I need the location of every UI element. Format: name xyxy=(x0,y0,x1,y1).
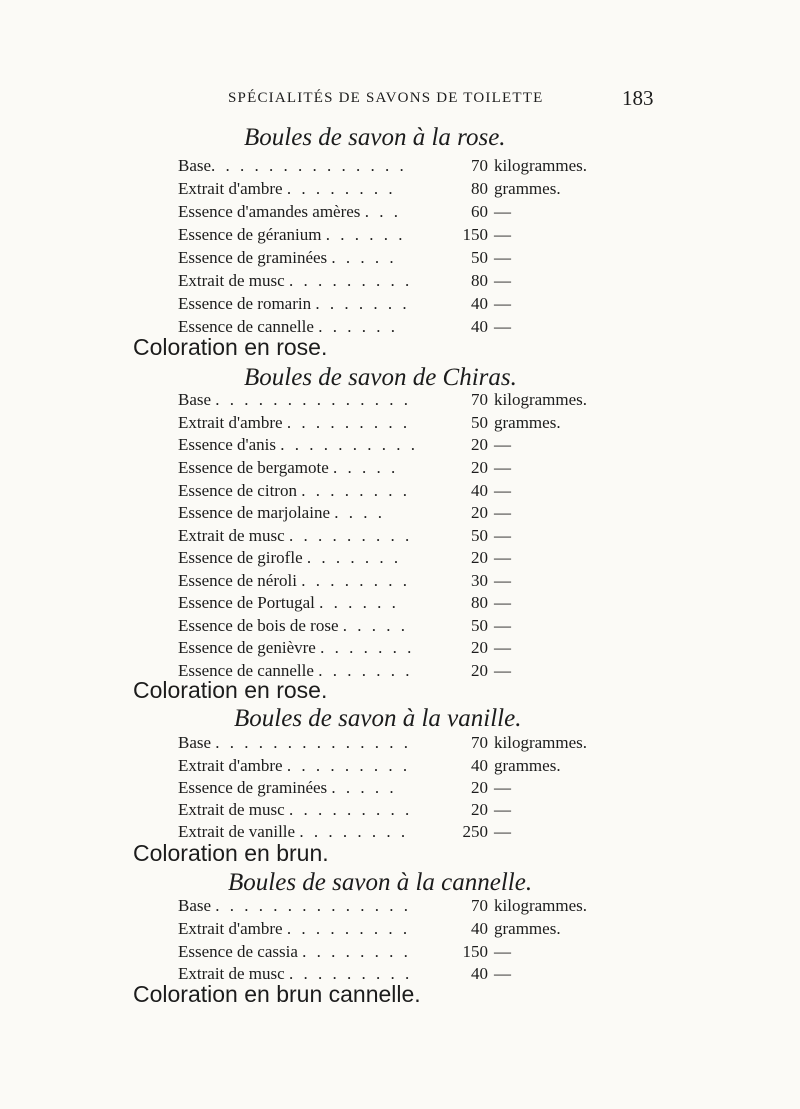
recipe-row: Essence de graminées . . . . . 20 — xyxy=(178,778,511,797)
recipe-row: Essence de graminées . . . . . 50 — xyxy=(178,248,511,267)
recipe-row: Base . . . . . . . . . . . . . . 70 kilogrammes. xyxy=(178,896,588,915)
recipe-row: Essence de citron . . . . . . . . 40 — xyxy=(178,481,511,500)
recipe-row: Essence de néroli . . . . . . . . 30 — xyxy=(178,571,511,590)
recipe-row: Essence de cannelle . . . . . . . 20 — xyxy=(178,661,511,680)
section-title-chiras: Boules de savon de Chiras. xyxy=(244,364,517,391)
recipe-row: Base . . . . . . . . . . . . . . 70 kilogrammes. xyxy=(178,733,588,752)
recipe-row: Base . . . . . . . . . . . . . . 70 kilogrammes. xyxy=(178,390,588,409)
coloration-note: Coloration en rose. xyxy=(133,334,328,360)
coloration-note: Coloration en rose. xyxy=(133,677,328,703)
page-number: 183 xyxy=(622,86,654,110)
section-title-vanille: Boules de savon à la vanille. xyxy=(234,705,522,732)
section-title-cannelle: Boules de savon à la cannelle. xyxy=(228,869,533,896)
recipe-row: Extrait de musc . . . . . . . . . 50 — xyxy=(178,526,511,545)
recipe-row: Essence de romarin . . . . . . . 40 — xyxy=(178,294,511,313)
recipe-row: Essence de marjolaine . . . . 20 — xyxy=(178,503,511,522)
recipe-row: Extrait d'ambre . . . . . . . . . 50 grammes. xyxy=(178,413,561,432)
recipe-row: Extrait de musc . . . . . . . . . 80 — xyxy=(178,271,511,290)
section-title-rose: Boules de savon à la rose. xyxy=(244,124,506,151)
recipe-row: Extrait de vanille . . . . . . . . 250 — xyxy=(178,822,511,841)
recipe-row: Base. . . . . . . . . . . . . . 70 kilogrammes. xyxy=(178,156,588,175)
recipe-row: Essence de bois de rose . . . . . 50 — xyxy=(178,616,511,635)
recipe-row: Essence de géranium . . . . . . 150 — xyxy=(178,225,511,244)
recipe-row: Essence de bergamote . . . . . 20 — xyxy=(178,458,511,477)
coloration-note: Coloration en brun cannelle. xyxy=(133,981,421,1007)
recipe-row: Extrait d'ambre . . . . . . . . 80 grammes. xyxy=(178,179,561,198)
recipe-row: Essence de girofle . . . . . . . 20 — xyxy=(178,548,511,567)
recipe-row: Extrait d'ambre . . . . . . . . . 40 grammes. xyxy=(178,756,561,775)
recipe-row: Essence de cassia . . . . . . . . 150 — xyxy=(178,942,511,961)
recipe-row: Essence de Portugal . . . . . . 80 — xyxy=(178,593,511,612)
recipe-row: Essence de cannelle . . . . . . 40 — xyxy=(178,317,511,336)
page-header xyxy=(0,88,800,112)
running-head: SPÉCIALITÉS DE SAVONS DE TOILETTE xyxy=(228,90,544,106)
recipe-row: Extrait de musc . . . . . . . . . 40 — xyxy=(178,964,511,983)
recipe-row: Essence de genièvre . . . . . . . 20 — xyxy=(178,638,511,657)
coloration-note: Coloration en brun. xyxy=(133,840,329,866)
recipe-row: Essence d'amandes amères . . . 60 — xyxy=(178,202,511,221)
recipe-row: Extrait de musc . . . . . . . . . 20 — xyxy=(178,800,511,819)
recipe-row: Essence d'anis . . . . . . . . . . 20 — xyxy=(178,435,511,454)
recipe-row: Extrait d'ambre . . . . . . . . . 40 grammes. xyxy=(178,919,561,938)
